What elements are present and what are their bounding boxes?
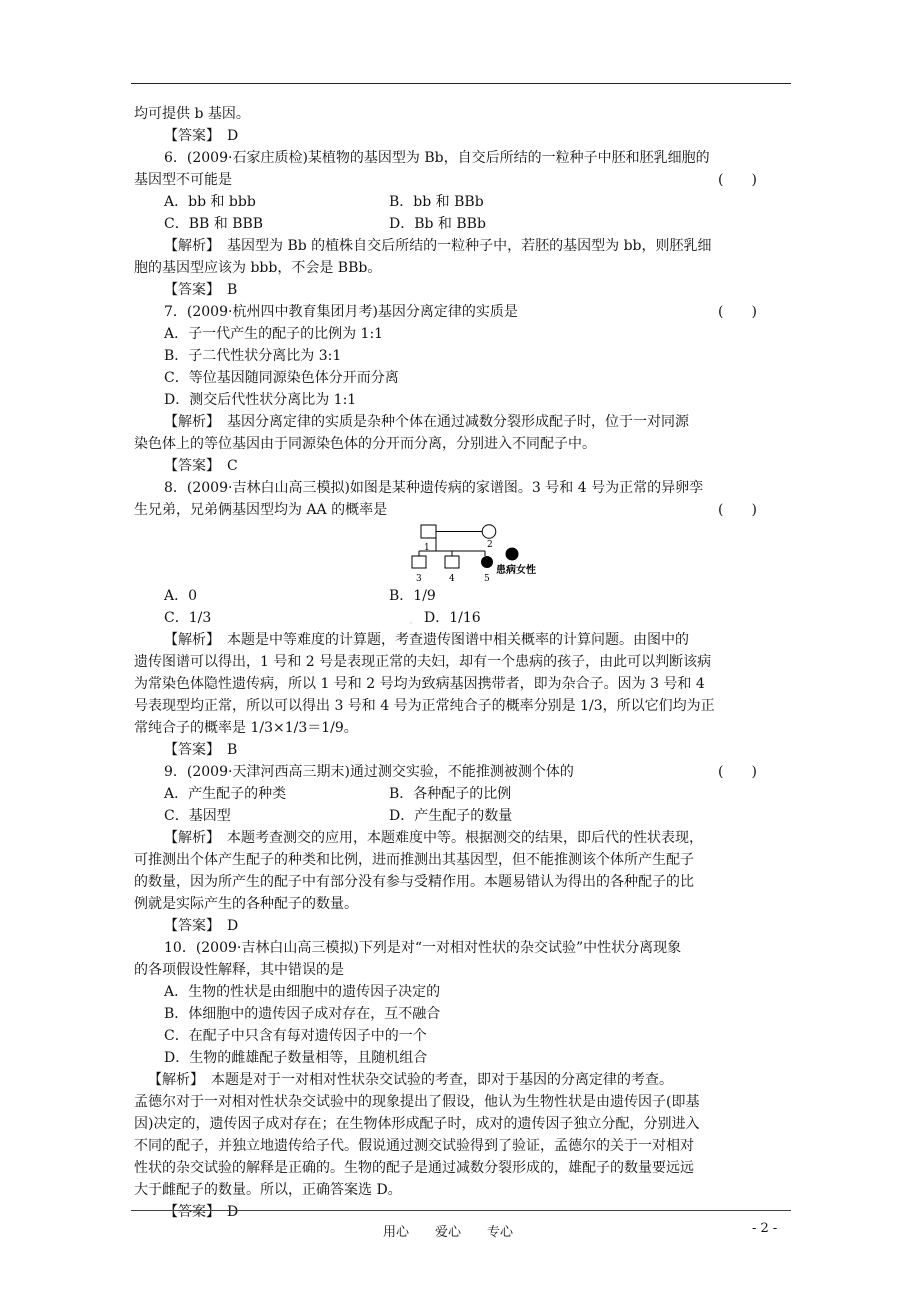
answer-line: 【答案】 C [164, 458, 238, 474]
option-row [134, 805, 794, 827]
answer-line: 【答案】 B [164, 282, 238, 298]
option-a: A．bb 和 bbb [164, 194, 256, 210]
option-a: A．0 [164, 588, 198, 604]
footer-motto: 用心 爱心 专心 [383, 1225, 514, 1240]
legend-affected-female-icon [506, 548, 519, 561]
analysis-line: 【解析】 本题是对于一对相对性状杂交试验的考查，即对于基因的分离定律的考查。 [148, 1072, 673, 1088]
option-d: D．测交后代性状分离比为 1:1 [164, 392, 357, 408]
analysis-line: 性状的杂交试验的解释是正确的。生物的配子是通过减数分裂形成的，雄配子的数量要远远 [134, 1160, 694, 1176]
label-5: 5 [484, 574, 490, 583]
question-7-line: 7．(2009·杭州四中教育集团月考)基因分离定律的实质是 ( ) [134, 301, 794, 323]
label-1: 1 [424, 543, 430, 553]
option-a: A．产生配子的种类 [164, 786, 287, 802]
male-4-symbol [445, 556, 459, 568]
analysis-line: 为常染色体隐性遗传病，所以 1 号和 2 号均为致病基因携带者，即为杂合子。因为 3 号和 4 [134, 676, 705, 692]
option-b: B．bb 和 BBb [389, 194, 484, 210]
answer-blank: ( ) [718, 502, 757, 518]
option-a: A．生物的性状是由细胞中的遗传因子决定的 [164, 984, 441, 1000]
question-8-line: 8．(2009·吉林白山高三模拟)如图是某种遗传病的家谱图。3 号和 4 号为正常的异卵孪 [164, 480, 704, 496]
label-3: 3 [416, 574, 422, 583]
watermark-dot: . [408, 608, 414, 629]
analysis-line: 号表现型均正常，所以可以得出 3 号和 4 号为正常纯合子的概率分别是 1/3，所以它们均为正 [134, 698, 715, 714]
option-d: D．1/16 [424, 610, 481, 626]
option-row [134, 585, 794, 607]
analysis-line: 大于雌配子的数量。所以，正确答案选 D。 [134, 1182, 402, 1198]
option-c: C．BB 和 BBB [164, 216, 264, 232]
page-number: - 2 - [752, 1221, 778, 1236]
answer-line: 【答案】 D [164, 1204, 239, 1220]
header-rule [131, 83, 791, 84]
pedigree-figure [134, 521, 794, 585]
option-c: C．在配子中只含有每对遗传因子中的一个 [164, 1028, 427, 1044]
option-row [134, 783, 794, 805]
option-b: B．各种配子的比例 [389, 786, 512, 802]
analysis-line: 可推测出个体产生配子的种类和比例，进而推测出其基因型，但不能推测该个体所产生配子 [134, 852, 694, 868]
answer-blank: ( ) [718, 304, 757, 320]
pedigree-chart [406, 523, 546, 583]
option-row [134, 213, 794, 235]
question-10-line: 10．(2009·吉林白山高三模拟)下列是对“一对相对性状的杂交试验”中性状分离现象 [164, 940, 682, 956]
female-2-symbol [482, 525, 496, 539]
option-d: D．产生配子的数量 [389, 808, 513, 824]
option-b: B．子二代性状分离比为 3:1 [164, 348, 342, 364]
analysis-line: 【解析】 基因分离定律的实质是杂种个体在通过减数分裂形成配子时，位于一对同源 [164, 414, 689, 430]
option-c: C．基因型 [164, 808, 231, 824]
analysis-line: 不同的配子，并独立地遗传给子代。假说通过测交试验得到了验证，孟德尔的关于一对相对 [134, 1138, 694, 1154]
text-line: 均可提供 b 基因。 [134, 106, 250, 122]
answer-blank: ( ) [718, 172, 757, 188]
analysis-line: 【解析】 本题是中等难度的计算题，考查遗传图谱中相关概率的计算问题。由图中的 [164, 632, 689, 648]
analysis-line: 因)决定的，遗传因子成对存在；在生物体形成配子时，成对的遗传因子独立分配，分别进入 [134, 1116, 700, 1132]
analysis-line: 例就是实际产生的各种配子的数量。 [134, 896, 358, 912]
option-row [134, 607, 794, 629]
answer-blank: ( ) [718, 764, 757, 780]
analysis-line: 胞的基因型应该为 bbb，不会是 BBb。 [134, 260, 382, 276]
answer-line: 【答案】 B [164, 742, 238, 758]
option-a: A．子一代产生的配子的比例为 1:1 [164, 326, 384, 342]
question-6-line: 6．(2009·石家庄质检)某植物的基因型为 Bb，自交后所结的一粒种子中胚和胚乳细胞的 [164, 150, 710, 166]
question-8-line: 生兄弟，兄弟俩基因型均为 AA 的概率是 ( ) [134, 499, 794, 521]
page-content [134, 103, 794, 1223]
affected-female-5-symbol [481, 556, 493, 568]
question-6-line: 基因型不可能是 ( ) [134, 169, 794, 191]
option-b: B．体细胞中的遗传因子成对存在，互不融合 [164, 1006, 441, 1022]
analysis-line: 【解析】 基因型为 Bb 的植株自交后所结的一粒种子中，若胚的基因型为 bb，则胚乳细 [164, 238, 712, 254]
analysis-line: 遗传图谱可以得出，1 号和 2 号是表现正常的夫妇，却有一个患病的孩子，由此可以判断该病 [134, 654, 712, 670]
analysis-line: 的数量，因为所产生的配子中有部分没有参与受精作用。本题易错认为得出的各种配子的比 [134, 874, 694, 890]
male-3-symbol [412, 556, 426, 568]
label-4: 4 [449, 574, 455, 583]
question-9-line: 9．(2009·天津河西高三期末)通过测交实验，不能推测被测个体的 ( ) [134, 761, 794, 783]
footer-rule [131, 1210, 791, 1211]
analysis-line: 【解析】 本题考查测交的应用，本题难度中等。根据测交的结果，即后代的性状表现， [164, 830, 703, 846]
analysis-line: 染色体上的等位基因由于同源染色体的分开而分离，分别进入不同配子中。 [134, 436, 596, 452]
option-c: C．1/3 [164, 610, 212, 626]
option-row [134, 191, 794, 213]
analysis-line: 孟德尔对于一对相对性状杂交试验中的现象提出了假设，他认为生物性状是由遗传因子(即基 [134, 1094, 700, 1110]
analysis-line: 常纯合子的概率是 1/3×1/3＝1/9。 [134, 720, 358, 736]
option-d: D．生物的雌雄配子数量相等，且随机组合 [164, 1050, 428, 1066]
label-2: 2 [487, 540, 493, 550]
option-c: C．等位基因随同源染色体分开而分离 [164, 370, 399, 386]
question-10-line: 的各项假设性解释，其中错误的是 [134, 962, 344, 978]
legend-label: 患病女性 [496, 565, 536, 576]
male-1-symbol [421, 525, 436, 538]
option-d: D．Bb 和 BBb [389, 216, 486, 232]
answer-line: 【答案】 D [164, 918, 239, 934]
answer-line: 【答案】 D [164, 128, 239, 144]
option-b: B．1/9 [389, 588, 436, 604]
